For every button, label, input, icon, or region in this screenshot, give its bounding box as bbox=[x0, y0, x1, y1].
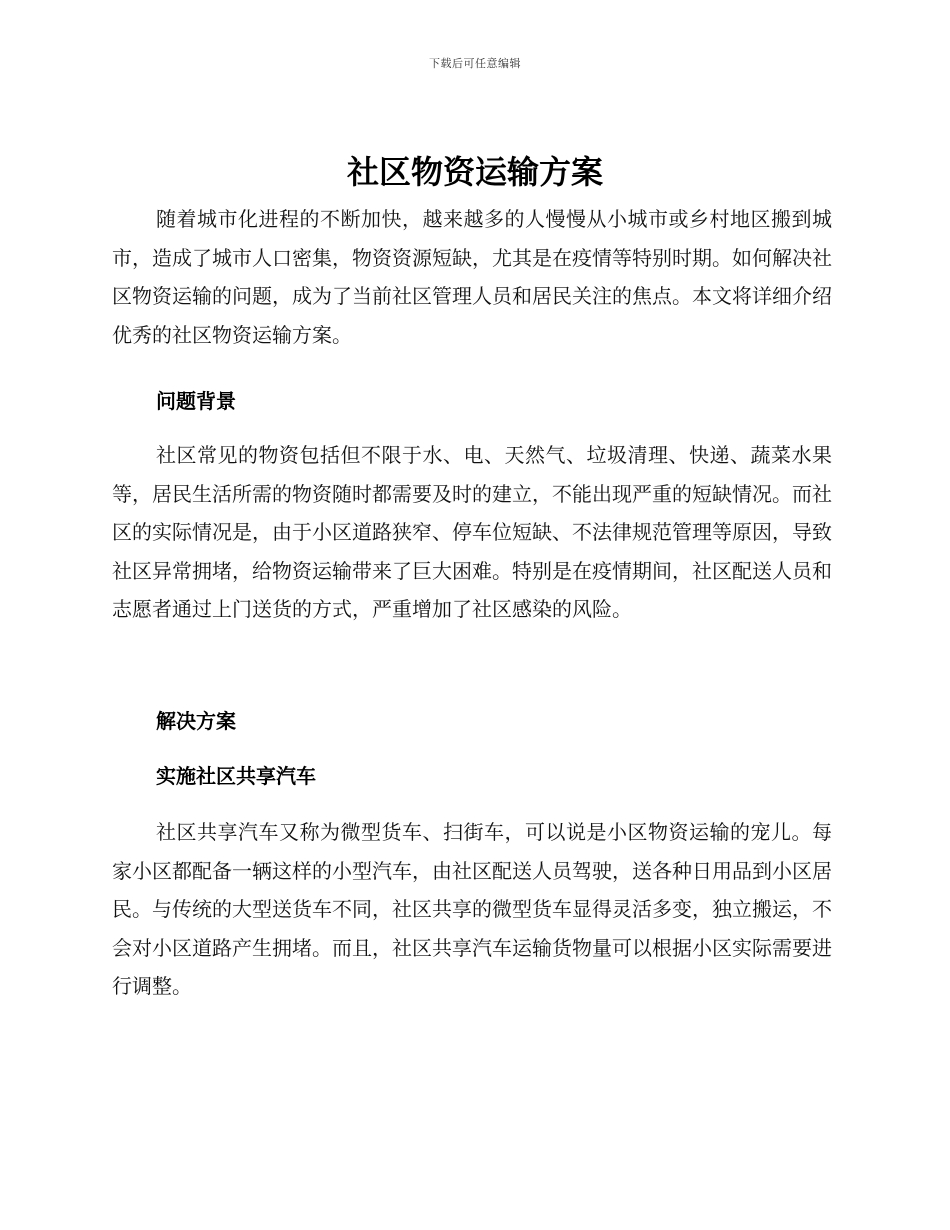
section-heading-solution: 解决方案 bbox=[156, 709, 236, 733]
page-title: 社区物资运输方案 bbox=[346, 153, 603, 191]
subsection-heading-shared-car: 实施社区共享汽车 bbox=[156, 764, 316, 788]
header-note: 下载后可任意编辑 bbox=[429, 57, 521, 70]
section-heading-background: 问题背景 bbox=[156, 389, 236, 413]
background-paragraph: 社区常见的物资包括但不限于水、电、天然气、垃圾清理、快递、蔬菜水果等，居民生活所需的物资随时都需要及时的建立，不能出现严重的短缺情况。而社区的实际情况是，由于小区道路狭窄、停车位短缺、不法律规范管理等原因，导致社区异常拥堵，给物资运输带来了巨大困难。特别是在疫情期间，社区配送人员和志愿者通过上门送货的方式，严重增加了社区感染的风险。 bbox=[112, 443, 832, 621]
intro-paragraph: 随着城市化进程的不断加快，越来越多的人慢慢从小城市或乡村地区搬到城市，造成了城市人口密集，物资资源短缺，尤其是在疫情等特别时期。如何解决社区物资运输的问题，成为了当前社区管理人员和居民关注的焦点。本文将详细介绍优秀的社区物资运输方案。 bbox=[112, 207, 832, 347]
solution-paragraph: 社区共享汽车又称为微型货车、扫街车，可以说是小区物资运输的宠儿。每家小区都配备一辆这样的小型汽车，由社区配送人员驾驶，送各种日用品到小区居民。与传统的大型送货车不同，社区共享的微型货车显得灵活多变，独立搬运，不会对小区道路产生拥堵。而且，社区共享汽车运输货物量可以根据小区实际需要进行调整。 bbox=[112, 820, 832, 998]
